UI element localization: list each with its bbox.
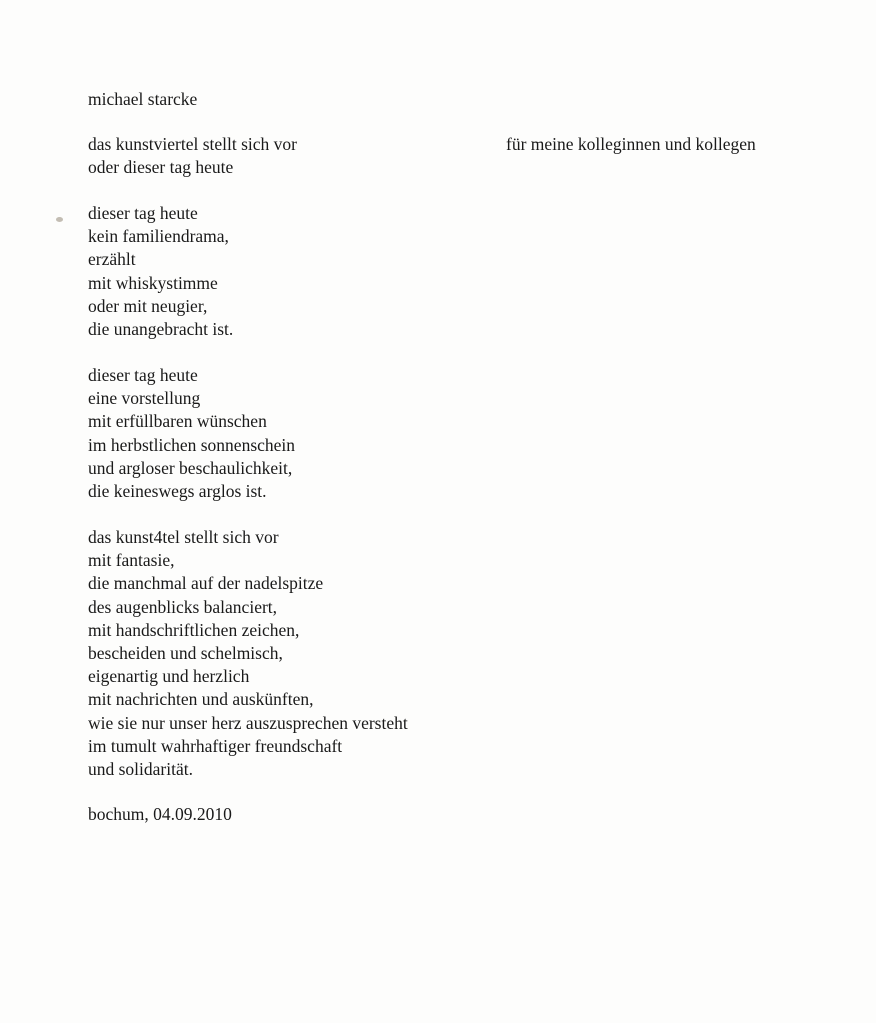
- verse-line: eine vorstellung: [88, 388, 201, 409]
- verse-line: erzählt: [88, 249, 136, 270]
- verse-line: dieser tag heute: [88, 203, 198, 223]
- verse-line: kein familiendrama,: [88, 226, 229, 247]
- verse-line: die keineswegs arglos ist.: [88, 481, 267, 502]
- stanza-3: [88, 526, 408, 781]
- verse-line: und solidarität.: [88, 759, 193, 780]
- verse-line: die manchmal auf der nadelspitze: [88, 573, 324, 594]
- verse-line: oder mit neugier,: [88, 295, 208, 316]
- place-and-date: bochum, 04.09.2010: [88, 804, 232, 824]
- verse-line: mit fantasie,: [88, 550, 175, 571]
- verse-line: bescheiden und schelmisch,: [88, 643, 283, 664]
- verse-line: im tumult wahrhaftiger freundschaft: [88, 735, 343, 756]
- verse-line: mit handschriftlichen zeichen,: [88, 619, 300, 640]
- title-line-2: oder dieser tag heute: [88, 157, 234, 177]
- verse-line: dieser tag heute: [88, 365, 198, 385]
- verse-line: die unangebracht ist.: [88, 319, 234, 340]
- poem-title: [88, 133, 297, 179]
- verse-line: des augenblicks balanciert,: [88, 596, 278, 617]
- verse-line: das kunst4tel stellt sich vor: [88, 527, 279, 547]
- paper-speck: [56, 217, 63, 222]
- stanza-1: [88, 202, 233, 341]
- verse-line: und argloser beschaulichkeit,: [88, 457, 293, 478]
- verse-line: im herbstlichen sonnenschein: [88, 434, 296, 455]
- verse-line: mit whiskystimme: [88, 272, 218, 293]
- verse-line: eigenartig und herzlich: [88, 666, 250, 687]
- dedication: für meine kolleginnen und kollegen: [506, 134, 756, 154]
- verse-line: wie sie nur unser herz auszusprechen versteht: [88, 712, 408, 733]
- author-name: michael starcke: [88, 89, 198, 109]
- title-line-1: das kunstviertel stellt sich vor: [88, 134, 297, 154]
- verse-line: mit erfüllbaren wünschen: [88, 411, 267, 432]
- verse-line: mit nachrichten und auskünften,: [88, 689, 314, 710]
- stanza-2: [88, 364, 295, 503]
